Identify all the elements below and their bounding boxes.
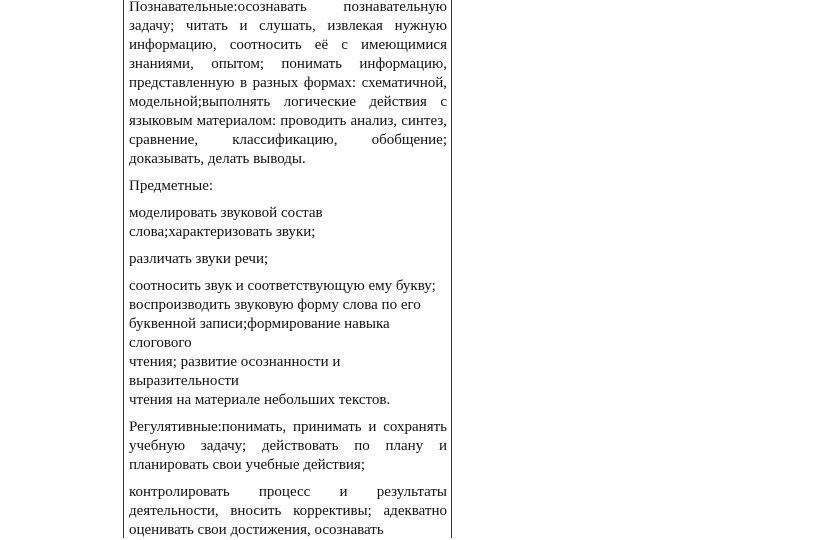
correlate-line-4: чтения; развитие осознанности и выразительности	[129, 354, 341, 389]
distinguish-paragraph: различать звуки речи;	[129, 251, 269, 267]
cognitive-paragraph: Познавательные:осознавать познавательную задачу; читать и слушать, извлекая нужную информацию, соотносить её с имеющимися знаниями, опытом; понимать информацию, представленную в разных формах: схематичной, модельной;выполнять логические действия с языковым материалом: проводить анализ, синтез, сравнение, классификацию, обобщение; доказывать, делать выводы.	[129, 0, 447, 167]
correlate-line-5: чтения на материале небольших текстов.	[129, 392, 391, 408]
correlate-line-2: воспроизводить звуковую форму слова по его	[129, 297, 421, 313]
model-sound-paragraph	[129, 204, 447, 242]
regulatory-paragraph: Регулятивные:понимать, принимать и сохранять учебную задачу; действовать по плану и планировать свои учебные действия;	[129, 419, 447, 473]
table-cell	[123, 0, 452, 538]
correlate-paragraph	[129, 277, 447, 410]
model-sound-line-2: слова;характеризовать звуки;	[129, 224, 316, 240]
correlate-line-1: соотносить звук и соответствующую ему букву;	[129, 278, 436, 294]
model-sound-line-1: моделировать звуковой состав	[129, 205, 323, 221]
cell-content	[129, 0, 447, 540]
subject-heading: Предметные:	[129, 178, 214, 194]
correlate-line-3: буквенной записи;формирование навыка слогового	[129, 316, 390, 351]
control-paragraph: контролировать процесс и результаты деятельности, вносить коррективы; адекватно оценивать свои достижения, осознавать	[129, 484, 447, 538]
